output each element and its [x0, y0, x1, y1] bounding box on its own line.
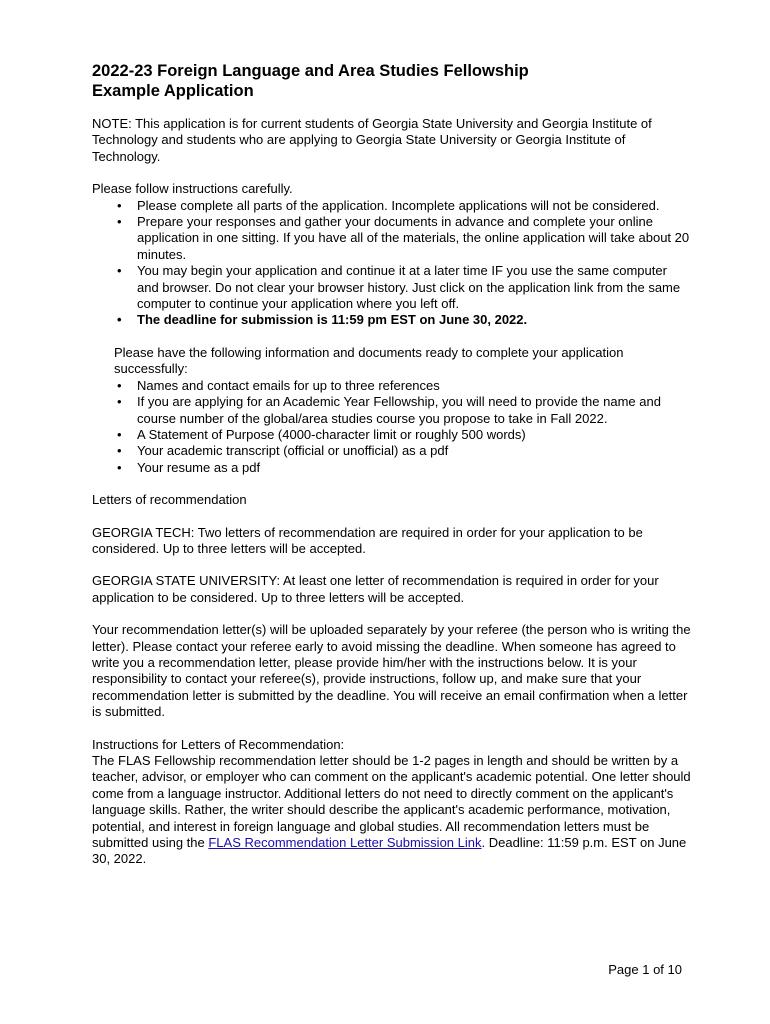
page-number: Page 1 of 10: [608, 962, 682, 977]
letters-heading: Letters of recommendation: [92, 492, 247, 508]
list-item-deadline: • The deadline for submission is 11:59 pm EST on June 30, 2022.: [92, 312, 692, 328]
list-item: • If you are applying for an Academic Year Fellowship, you will need to provide the name and course number of the global/area studies course you propose to take in Fall 2022.: [92, 394, 692, 427]
list-item: • Your resume as a pdf: [92, 460, 692, 476]
list-item: • Your academic transcript (official or unofficial) as a pdf: [92, 443, 692, 459]
upload-info-paragraph: Your recommendation letter(s) will be uploaded separately by your referee (the person who is writing the letter). Please contact your referee early to avoid missing the deadline. When someone has agreed to write you a recommendation letter, please provide him/her with the instructions below. It is your responsibility to contact your referee(s), provide instructions, follow up, and make sure that your recommendation letter is submitted by the deadline. You will receive an email confirmation when a letter is submitted.: [92, 622, 691, 720]
note-paragraph: NOTE: This application is for current students of Georgia State University and Georgia Institute of Technology and students who are applying to Georgia State University or Georgia Institute of Technology.: [92, 116, 652, 164]
instructions-list: [92, 198, 692, 329]
list-item: • You may begin your application and continue it at a later time IF you use the same computer and browser. Do not clear your browser history. Just click on the application link from the same computer to continue your application where you left off.: [92, 263, 692, 312]
flas-recommendation-link[interactable]: FLAS Recommendation Letter Submission Link: [208, 835, 482, 851]
title-line-2: Example Application: [92, 82, 254, 100]
rec-deadline-text: . Deadline: 11:59 p.m. EST on June 30, 2022.: [92, 835, 687, 867]
rec-instructions-body: The FLAS Fellowship recommendation letter should be 1-2 pages in length and should be written by a teacher, advisor, or employer who can comment on the applicant's academic potential. One letter should come from a language instructor. Additional letters do not need to directly comment on the applicant's language skills. Rather, the writer should describe the applicant's academic performance, motivation, potential, and interest in foreign language and global studies. All recommendation letters must be submitted using the: [92, 753, 691, 851]
materials-intro: Please have the following information and documents ready to complete your application successfully:: [114, 344, 624, 377]
list-item: • A Statement of Purpose (4000-character limit or roughly 500 words): [92, 427, 692, 443]
instructions-intro: Please follow instructions carefully.: [92, 181, 293, 197]
list-item: • Please complete all parts of the application. Incomplete applications will not be considered.: [92, 198, 692, 214]
rec-instructions-paragraph: [92, 753, 692, 868]
georgia-tech-paragraph: GEORGIA TECH: Two letters of recommendation are required in order for your application to be considered. Up to three letters will be accepted.: [92, 524, 643, 556]
materials-list: [92, 378, 692, 476]
document-title: [92, 61, 692, 101]
georgia-state-paragraph: GEORGIA STATE UNIVERSITY: At least one letter of recommendation is required in order for your application to be considered. Up to three letters will be accepted.: [92, 573, 659, 605]
list-item: • Prepare your responses and gather your documents in advance and complete your online application in one sitting. If you have all of the materials, the online application will take about 20 minutes.: [92, 214, 692, 263]
rec-instructions-heading: Instructions for Letters of Recommendation:: [92, 736, 345, 752]
list-item: • Names and contact emails for up to three references: [92, 378, 692, 394]
title-line-1: 2022-23 Foreign Language and Area Studies Fellowship: [92, 62, 529, 80]
document-page: [92, 61, 692, 868]
